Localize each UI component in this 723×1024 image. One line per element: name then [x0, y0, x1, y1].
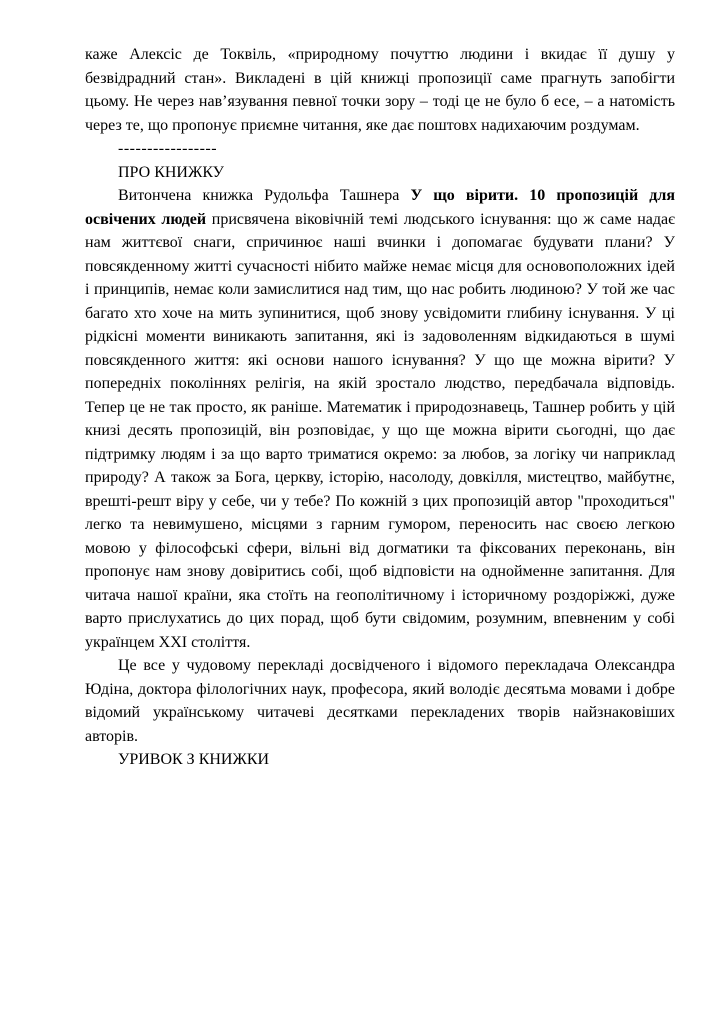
heading-excerpt: УРИВОК З КНИЖКИ	[118, 751, 270, 768]
paragraph-about-book	[85, 184, 675, 654]
book-title-bold: У що вірити. 10 пропозицій для освічених людей	[85, 187, 676, 228]
document-content	[85, 43, 675, 772]
paragraph-translator: Це все у чудовому перекладі досвідченого і відомого перекладача Олександра Юдіна, доктора філологічних наук, професора, який володіє десятьма мовами і добре відомий українському читачеві десятками перекладених творів найзнаковіших авторів.	[85, 657, 675, 745]
paragraph-tocqueville-continuation: каже Алексіс де Токвіль, «природному почуттю людини і вкидає її душу у безвідрадний стан». Викладені в цій книжці пропозиції саме прагнуть запобігти цьому. Не через нав’язування певної точки зору – тоді це не було б есе, – а натомість через те, що пропонує приємне читання, яке дає поштовх надихаючим роздумам.	[85, 46, 675, 134]
section-separator-dashes: -----------------	[118, 140, 218, 157]
heading-about-book: ПРО КНИЖКУ	[118, 163, 224, 181]
about-intro-text: Витончена книжка Рудольфа Ташнера	[118, 187, 411, 204]
about-body-text: присвячена віковічній темі людського існування: що ж саме надає нам життєвої снаги, спричинює наші вчинки і допомагає будувати плани? У повсякденному житті сучасності нібито майже немає місця для основоположних ідей і принципів, немає коли замислитися над тим, що нас робить людиною? У той же час багато хто хоче на мить зупинитися, щоб знову усвідомити глибину існування. У ці рідкісні моменти виникають запитання, які із задоволенням відкидаються в шумі повсякденного життя: які основи нашого існування? У що ще можна вірити? У попередніх поколіннях релігія, на якій зростало людство, передбачала відповідь. Тепер це не так просто, як раніше. Математик і природознавець, Ташнер робить у цій книзі десять пропозицій, він розповідає, у що ще можна вірити сьогодні, що дає підтримку людям і за що варто триматися окремо: за любов, за логіку чи наприклад природу? А також за Бога, церкву, історію, насолоду, довкілля, мистецтво, майбутнє, врешті-решт віру у себе, чи у тебе? По кожній з цих пропозицій автор "проходиться" легко та невимушено, місцями з гарним гумором, переносить нас своєю легкою мовою у філософські сфери, вільні від догматики та фіксованих переконань, він пропонує нам знову довіритись собі, щоб відповісти на однойменне запитання. Для читача нашої країни, яка стоїть на геополітичному і історичному роздоріжжі, дуже варто прислухатись до цих порад, щоб бути свідомим, розумним, впевненим у собі українцем XXI століття.	[85, 210, 676, 651]
